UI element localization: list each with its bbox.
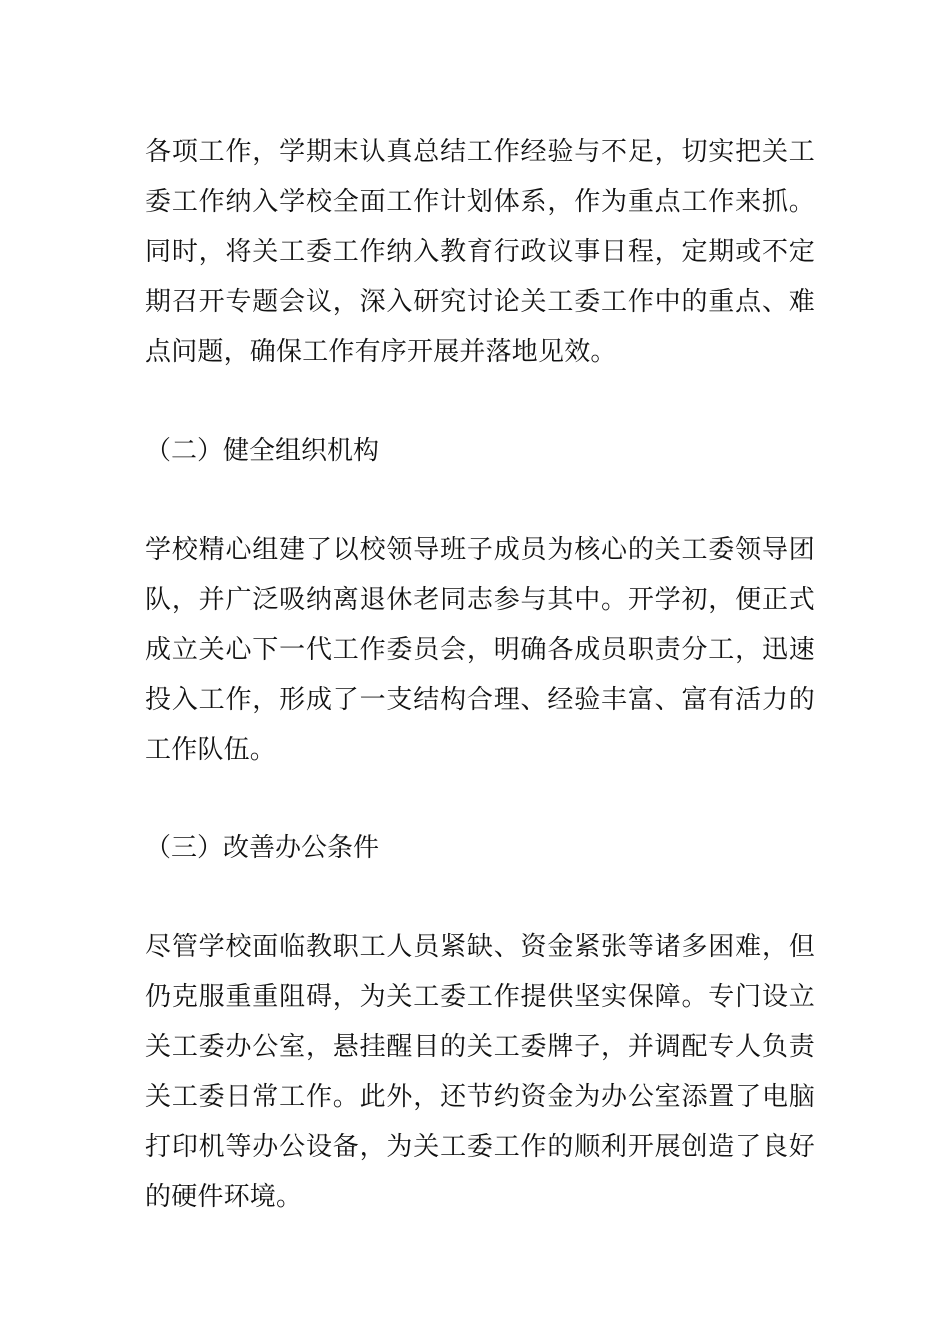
section-3-line-3: 关工委办公室，悬挂醒目的关工委牌子，并调配专人负责 <box>145 1032 815 1062</box>
paragraph-1-line-2: 委工作纳入学校全面工作计划体系，作为重点工作来抓。 <box>145 187 815 217</box>
paragraph-1-line-5: 点问题，确保工作有序开展并落地见效。 <box>145 337 617 367</box>
section-2-line-2: 队，并广泛吸纳离退休老同志参与其中。开学初，便正式 <box>145 585 815 615</box>
section-2-line-5: 工作队伍。 <box>145 735 277 765</box>
section-3-line-2: 仍克服重重阻碍，为关工委工作提供坚实保障。专门设立 <box>145 982 815 1012</box>
section-2-line-1: 学校精心组建了以校领导班子成员为核心的关工委领导团 <box>145 535 815 565</box>
paragraph-1-line-1: 各项工作，学期末认真总结工作经验与不足，切实把关工 <box>145 137 815 167</box>
section-2-line-4: 投入工作，形成了一支结构合理、经验丰富、富有活力的 <box>145 685 815 715</box>
section-2-line-3: 成立关心下一代工作委员会，明确各成员职责分工，迅速 <box>145 635 815 665</box>
section-2-heading: （二）健全组织机构 <box>145 436 380 466</box>
paragraph-1-line-3: 同时，将关工委工作纳入教育行政议事日程，定期或不定 <box>145 237 815 267</box>
section-3-heading: （三）改善办公条件 <box>145 833 380 863</box>
paragraph-1-line-4: 期召开专题会议，深入研究讨论关工委工作中的重点、难 <box>145 287 815 317</box>
section-3-line-4: 关工委日常工作。此外，还节约资金为办公室添置了电脑 <box>145 1082 815 1112</box>
section-3-line-1: 尽管学校面临教职工人员紧缺、资金紧张等诸多困难，但 <box>145 932 815 962</box>
section-3-line-5: 打印机等办公设备，为关工委工作的顺利开展创造了良好 <box>145 1132 815 1162</box>
section-3-line-6: 的硬件环境。 <box>145 1182 303 1212</box>
